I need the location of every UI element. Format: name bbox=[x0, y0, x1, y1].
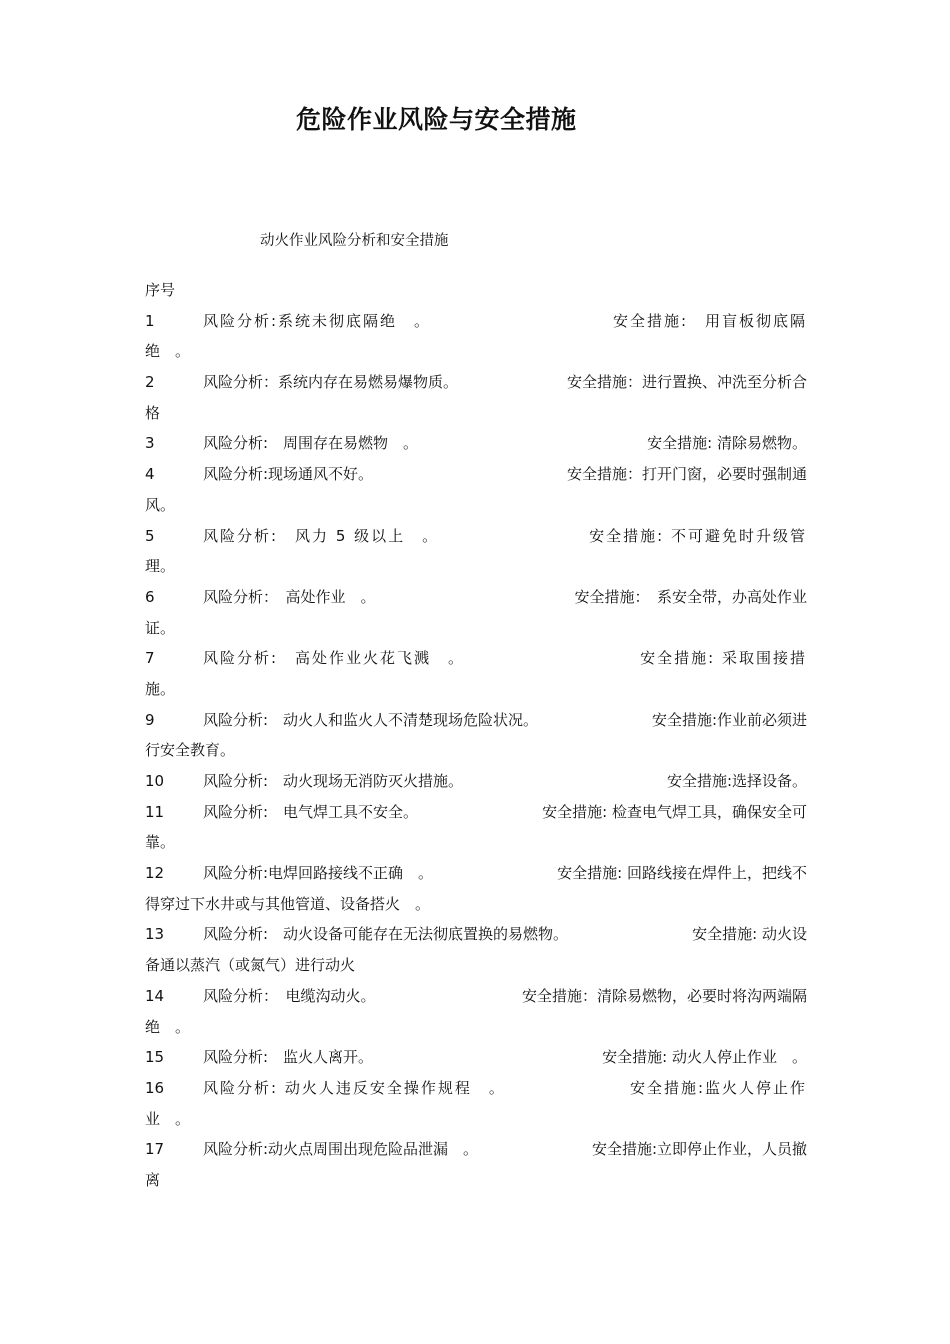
item-number: 3 bbox=[145, 434, 155, 453]
risk-analysis: 风险分析： 高处作业 。 bbox=[203, 587, 376, 606]
item-number: 7 bbox=[145, 649, 155, 668]
safety-measure: 安全措施： 系安全带，办高处作业 bbox=[574, 587, 807, 606]
safety-measure: 安全措施: 回路线接在焊件上，把线不 bbox=[557, 864, 807, 883]
item-continuation: 业 。 bbox=[145, 1109, 191, 1128]
item-number: 9 bbox=[145, 710, 155, 729]
item-number: 6 bbox=[145, 587, 155, 606]
safety-measure: 安全措施:监火人停止作 bbox=[629, 1078, 807, 1097]
safety-measure: 安全措施: 动火设 bbox=[692, 925, 807, 944]
safety-measure: 安全措施：进行置换、冲洗至分析合 bbox=[566, 373, 807, 392]
list-item bbox=[145, 1138, 807, 1169]
list-item bbox=[145, 862, 807, 893]
section-subtitle: 动火作业风险分析和安全措施 bbox=[260, 233, 449, 249]
list-item bbox=[145, 525, 807, 556]
list-item bbox=[145, 647, 807, 678]
list-item bbox=[145, 371, 807, 402]
item-continuation: 靠。 bbox=[145, 833, 176, 852]
items-container bbox=[145, 310, 807, 1200]
safety-measure: 安全措施:选择设备。 bbox=[666, 772, 807, 790]
list-item bbox=[145, 709, 807, 740]
item-continuation: 行安全教育。 bbox=[145, 741, 236, 760]
risk-analysis: 风险分析:电焊回路接线不正确 。 bbox=[203, 864, 434, 883]
item-number: 10 bbox=[145, 772, 165, 790]
risk-analysis: 风险分析:动火点周围出现危险品泄漏 。 bbox=[203, 1140, 479, 1159]
list-item bbox=[145, 1077, 807, 1108]
safety-measure: 安全措施: 动火人停止作业 。 bbox=[602, 1048, 807, 1067]
item-continuation: 证。 bbox=[145, 618, 176, 637]
item-continuation: 得穿过下水井或与其他管道、设备搭火 。 bbox=[145, 894, 431, 913]
list-item bbox=[145, 770, 807, 801]
list-item bbox=[145, 432, 807, 463]
item-number: 12 bbox=[145, 864, 165, 883]
item-number: 2 bbox=[145, 373, 155, 392]
item-number: 15 bbox=[145, 1048, 165, 1067]
risk-analysis: 风险分析:现场通风不好。 bbox=[203, 465, 374, 484]
risk-analysis: 风险分析: 周围存在易燃物 。 bbox=[203, 434, 419, 453]
item-number: 14 bbox=[145, 986, 165, 1005]
page-title: 危险作业风险与安全措施 bbox=[296, 105, 577, 134]
risk-analysis: 风险分析：系统内存在易燃易爆物质。 bbox=[203, 373, 459, 392]
safety-measure: 安全措施: 清除易燃物。 bbox=[647, 434, 807, 453]
item-number: 5 bbox=[145, 526, 155, 545]
risk-analysis: 风险分析: 动火设备可能存在无法彻底置换的易燃物。 bbox=[203, 925, 569, 944]
safety-measure: 安全措施：清除易燃物，必要时将沟两端隔 bbox=[521, 986, 807, 1005]
item-continuation: 绝 。 bbox=[145, 1017, 191, 1036]
item-continuation: 格 bbox=[145, 403, 161, 422]
risk-analysis: 风险分析: 动火人和监火人不清楚现场危险状况。 bbox=[203, 710, 539, 729]
safety-measure: 安全措施:立即停止作业，人员撤 bbox=[591, 1140, 807, 1159]
list-item bbox=[145, 801, 807, 832]
safety-measure: 安全措施: 用盲板彻底隔 bbox=[612, 311, 807, 330]
item-number: 4 bbox=[145, 465, 155, 484]
risk-analysis: 风险分析: 动火人违反安全操作规程 。 bbox=[203, 1078, 506, 1097]
safety-measure: 安全措施: 不可避免时升级管 bbox=[589, 526, 807, 545]
safety-measure: 安全措施: 采取围接措 bbox=[640, 649, 807, 668]
item-number: 1 bbox=[145, 311, 155, 330]
item-number: 16 bbox=[145, 1078, 165, 1097]
item-continuation: 备通以蒸汽（或氮气）进行动火 bbox=[145, 956, 356, 975]
list-item bbox=[145, 923, 807, 954]
risk-analysis: 风险分析: 监火人离开。 bbox=[203, 1048, 374, 1067]
list-item bbox=[145, 1046, 807, 1077]
list-item bbox=[145, 985, 807, 1016]
list-item bbox=[145, 586, 807, 617]
risk-analysis: 风险分析: 动火现场无消防灭火措施。 bbox=[203, 772, 464, 790]
item-continuation: 绝 。 bbox=[145, 342, 191, 361]
safety-measure: 安全措施: 检查电气焊工具，确保安全可 bbox=[542, 802, 807, 821]
safety-measure: 安全措施：打开门窗，必要时强制通 bbox=[566, 465, 807, 484]
risk-analysis: 风险分析: 电气焊工具不安全。 bbox=[203, 802, 419, 821]
list-item bbox=[145, 463, 807, 494]
item-continuation: 理。 bbox=[145, 557, 176, 576]
risk-analysis: 风险分析： 电缆沟动火。 bbox=[203, 986, 376, 1005]
item-continuation: 离 bbox=[145, 1170, 161, 1189]
item-continuation: 施。 bbox=[145, 679, 176, 698]
risk-analysis: 风险分析:系统未彻底隔绝 。 bbox=[203, 311, 432, 330]
risk-list bbox=[145, 279, 807, 1200]
risk-analysis: 风险分析: 高处作业火花飞溅 。 bbox=[203, 649, 466, 668]
item-continuation: 风。 bbox=[145, 495, 176, 514]
item-number: 11 bbox=[145, 802, 165, 821]
item-number: 17 bbox=[145, 1140, 165, 1159]
list-item bbox=[145, 310, 807, 341]
list-header: 序号 bbox=[145, 281, 176, 299]
safety-measure: 安全措施:作业前必须进 bbox=[651, 710, 807, 729]
risk-analysis: 风险分析: 风力 5 级以上 。 bbox=[203, 526, 440, 545]
item-number: 13 bbox=[145, 925, 165, 944]
